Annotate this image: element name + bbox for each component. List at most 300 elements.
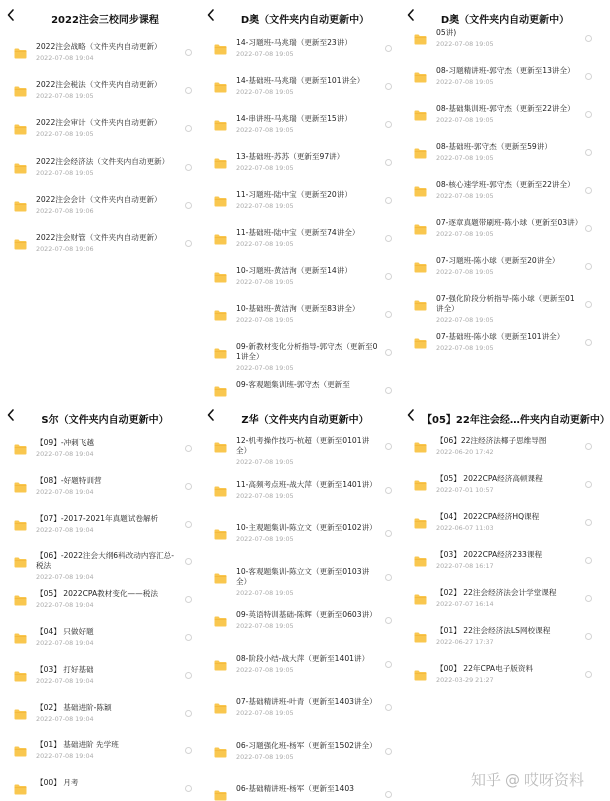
folder-list-item[interactable] xyxy=(400,436,600,457)
folder-list-item[interactable] xyxy=(200,114,400,135)
folder-meta xyxy=(436,294,580,325)
folder-name: 10-基础班-黄洁洵（更新至83讲全） xyxy=(236,304,360,313)
folder-name: 【05】 2022CPA教材变化——税法 xyxy=(36,589,158,599)
folder-meta xyxy=(36,514,180,535)
folder-icon xyxy=(414,300,427,311)
folder-list-item[interactable] xyxy=(200,190,400,211)
folder-icon xyxy=(214,120,227,131)
folder-list-item[interactable] xyxy=(0,665,200,686)
panel-d-ao-part1 xyxy=(200,0,400,400)
folder-date: 2022-07-08 19:06 xyxy=(36,245,94,253)
folder-list-item[interactable] xyxy=(200,228,400,249)
folder-date: 2022-07-08 19:05 xyxy=(236,709,294,717)
folder-name: 10-主观题集训-陈立文（更新至0102讲） xyxy=(236,523,377,532)
back-chevron-icon[interactable] xyxy=(406,408,420,426)
select-radio[interactable] xyxy=(185,202,192,209)
back-chevron-icon[interactable] xyxy=(206,8,220,26)
select-radio[interactable] xyxy=(185,483,192,490)
folder-name: 06-习题强化班-杨军（更新至1502讲全） xyxy=(236,740,377,750)
folder-list-item[interactable] xyxy=(400,512,600,533)
folder-icon xyxy=(14,124,27,135)
folder-list-item[interactable] xyxy=(200,304,400,325)
select-radio[interactable] xyxy=(185,596,192,603)
folder-date: 2022-07-08 16:17 xyxy=(436,562,494,570)
back-chevron-icon[interactable] xyxy=(206,408,220,426)
select-radio[interactable] xyxy=(385,197,392,204)
folder-meta xyxy=(236,152,380,173)
folder-name: 08-阶段小结-战大萍（更新至1401讲） xyxy=(236,653,370,663)
folder-date: 2022-07-08 19:05 xyxy=(436,230,494,238)
folder-title: 2022注会三校同步课程 xyxy=(51,14,159,26)
select-radio[interactable] xyxy=(585,557,592,564)
panel-header xyxy=(200,400,400,436)
folder-meta xyxy=(436,550,580,571)
folder-list-item[interactable] xyxy=(0,514,200,535)
select-radio[interactable] xyxy=(385,617,392,624)
folder-meta xyxy=(236,610,380,631)
folder-title: S尔（文件夹内自动更新中） xyxy=(41,414,169,426)
folder-date: 2022-07-08 19:05 xyxy=(236,126,294,134)
folder-list-item[interactable] xyxy=(200,380,400,397)
select-radio[interactable] xyxy=(585,187,592,194)
folder-meta xyxy=(436,104,580,125)
folder-icon xyxy=(414,338,427,349)
folder-name: 2022注会财管（文件夹内自动更新） xyxy=(36,233,162,242)
select-radio[interactable] xyxy=(385,530,392,537)
folder-list-item[interactable] xyxy=(200,76,400,97)
folder-list-item[interactable] xyxy=(0,703,200,724)
zhihu-watermark xyxy=(471,769,584,790)
folder-icon xyxy=(214,348,227,359)
folder-date: 2022-07-08 19:05 xyxy=(436,116,494,124)
folder-list-item[interactable] xyxy=(200,610,400,631)
folder-icon xyxy=(14,671,27,682)
folder-meta xyxy=(36,118,180,139)
folder-meta xyxy=(236,654,380,675)
folder-icon xyxy=(214,790,227,801)
folder-icon xyxy=(414,670,427,681)
folder-name: 09-新教材变化分析指导-郭守杰（更新至01讲全） xyxy=(236,342,378,361)
folder-meta xyxy=(236,190,380,211)
folder-meta xyxy=(36,42,180,63)
folder-list-item[interactable] xyxy=(0,778,200,795)
folder-icon xyxy=(214,573,227,584)
panel-header xyxy=(0,400,200,436)
folder-icon xyxy=(414,148,427,159)
folder-meta xyxy=(236,697,380,718)
select-radio[interactable] xyxy=(185,49,192,56)
folder-list-item[interactable] xyxy=(400,256,600,277)
folder-name: 08-核心速学班-郭守杰（更新至22讲全） xyxy=(436,180,575,189)
folder-meta xyxy=(436,512,580,533)
select-radio[interactable] xyxy=(585,35,592,42)
select-radio[interactable] xyxy=(185,672,192,679)
folder-meta xyxy=(236,114,380,135)
panel-header xyxy=(200,0,400,36)
folder-icon xyxy=(14,746,27,757)
folder-name: 14-基础班-马兆瑞（更新至101讲全） xyxy=(236,76,365,85)
watermark-brand: 知乎 xyxy=(470,771,501,789)
folder-list-item[interactable] xyxy=(0,157,200,178)
folder-name: 【00】 月考 xyxy=(36,778,79,788)
folder-icon xyxy=(214,529,227,540)
folder-meta xyxy=(236,741,380,762)
folder-icon xyxy=(414,34,427,45)
select-radio[interactable] xyxy=(385,387,392,394)
select-radio[interactable] xyxy=(385,311,392,318)
select-radio[interactable] xyxy=(385,704,392,711)
folder-meta xyxy=(236,380,380,390)
folder-meta xyxy=(236,567,380,598)
folder-meta xyxy=(436,218,583,239)
folder-list-item[interactable] xyxy=(400,588,600,609)
select-radio[interactable] xyxy=(585,481,592,488)
folder-list-item[interactable] xyxy=(200,480,400,501)
folder-date: 2022-07-08 19:04 xyxy=(36,54,94,62)
folder-list-item[interactable] xyxy=(0,118,200,139)
folder-date: 2022-07-08 19:05 xyxy=(36,130,94,139)
folder-list-item[interactable] xyxy=(200,523,400,544)
select-radio[interactable] xyxy=(585,149,592,156)
folder-name: 11-基础班-陆中宝（更新至74讲全） xyxy=(236,228,360,237)
folder-list-item[interactable] xyxy=(0,195,200,216)
select-radio[interactable] xyxy=(585,225,592,232)
folder-date: 2022-07-08 19:05 xyxy=(236,752,294,761)
folder-date: 2022-07-08 19:05 xyxy=(436,344,494,352)
folder-meta xyxy=(236,784,380,794)
panel-three-schools xyxy=(0,0,200,400)
folder-list-item[interactable] xyxy=(200,342,400,373)
folder-list-item[interactable] xyxy=(0,589,200,610)
folder-list-item[interactable] xyxy=(0,627,200,648)
back-chevron-icon[interactable] xyxy=(6,408,20,426)
folder-icon xyxy=(414,594,427,605)
folder-date: 2022-07-08 19:04 xyxy=(36,573,94,582)
folder-icon xyxy=(214,44,227,55)
folder-meta xyxy=(236,266,380,287)
folder-meta xyxy=(436,332,580,353)
folder-icon xyxy=(14,444,27,455)
folder-date: 2022-07-07 16:14 xyxy=(436,600,494,608)
select-radio[interactable] xyxy=(585,339,592,346)
folder-name: 2022注会战略（文件夹内自动更新） xyxy=(36,42,162,51)
select-radio[interactable] xyxy=(385,443,392,450)
folder-meta xyxy=(36,476,180,497)
folder-list-item[interactable] xyxy=(400,66,600,87)
select-radio[interactable] xyxy=(185,240,192,247)
folder-date: 2022-07-08 19:05 xyxy=(236,622,294,630)
folder-meta xyxy=(236,342,380,373)
select-radio[interactable] xyxy=(385,159,392,166)
folder-meta xyxy=(236,436,380,467)
folder-meta xyxy=(236,38,380,59)
folder-date: 2022-07-08 19:05 xyxy=(436,268,494,276)
select-radio[interactable] xyxy=(185,710,192,717)
folder-name: 【06】22注经济法椰子思维导图 xyxy=(436,436,547,445)
folder-name: 【03】 打好基础 xyxy=(36,664,94,674)
folder-date: 2022-07-08 19:04 xyxy=(36,714,94,723)
folder-icon xyxy=(14,557,27,568)
folder-title: 【05】22年注会经…件夹内自动更新中） xyxy=(422,414,610,426)
folder-title: D奥（文件夹内自动更新中） xyxy=(440,14,570,26)
folder-icon xyxy=(414,110,427,121)
folder-icon xyxy=(14,163,27,174)
select-radio[interactable] xyxy=(585,111,592,118)
folder-icon xyxy=(14,86,27,97)
panel-economic-law xyxy=(400,400,610,800)
folder-name: 【02】 22注会经济法会计学堂课程 xyxy=(436,588,557,597)
folder-list-item[interactable] xyxy=(0,42,200,63)
folder-icon xyxy=(214,660,227,671)
folder-date: 2022-07-08 19:05 xyxy=(36,168,94,177)
folder-date: 2022-07-08 19:06 xyxy=(36,206,94,215)
folder-list-item[interactable] xyxy=(0,476,200,497)
folder-date: 2022-07-08 19:05 xyxy=(436,40,494,48)
folder-name: 11-高频考点班-战大萍（更新至1401讲） xyxy=(236,479,377,489)
folder-meta xyxy=(436,474,580,495)
folder-meta xyxy=(36,157,180,178)
folder-icon xyxy=(414,186,427,197)
folder-date: 2022-07-08 19:05 xyxy=(236,458,294,466)
select-radio[interactable] xyxy=(585,73,592,80)
folder-meta xyxy=(436,28,580,49)
folder-meta xyxy=(36,195,180,216)
select-radio[interactable] xyxy=(385,83,392,90)
select-radio[interactable] xyxy=(585,633,592,640)
select-radio[interactable] xyxy=(385,235,392,242)
folder-date: 2022-07-08 19:04 xyxy=(36,525,94,534)
folder-icon xyxy=(214,747,227,758)
folder-name: 【08】-好题特训营 xyxy=(36,475,102,485)
folder-list-item[interactable] xyxy=(200,654,400,675)
folder-date: 2022-07-08 19:05 xyxy=(436,316,494,324)
folder-name: 【03】 2022CPA经济233课程 xyxy=(436,550,543,559)
folder-icon xyxy=(214,442,227,453)
panel-s-er xyxy=(0,400,200,800)
folder-list-item[interactable] xyxy=(400,474,600,495)
folder-list-item[interactable] xyxy=(200,741,400,762)
folder-name: 【05】 2022CPA经济高顿课程 xyxy=(436,474,543,483)
back-chevron-icon[interactable] xyxy=(6,8,20,26)
folder-date: 2022-07-08 19:05 xyxy=(236,665,294,674)
select-radio[interactable] xyxy=(185,634,192,641)
folder-name: 14-串讲班-马兆瑞（更新至15讲） xyxy=(236,114,352,123)
folder-list-item[interactable] xyxy=(200,152,400,173)
folder-list-item[interactable] xyxy=(400,626,600,647)
folder-name: 13-基础班-苏苏（更新至97讲） xyxy=(236,152,345,161)
select-radio[interactable] xyxy=(385,748,392,755)
folder-icon xyxy=(14,239,27,250)
folder-date: 2022-07-08 19:04 xyxy=(36,487,94,496)
select-radio[interactable] xyxy=(585,519,592,526)
folder-icon xyxy=(14,520,27,531)
folder-name: 10-习题班-黄洁洵（更新至14讲） xyxy=(236,266,352,275)
select-radio[interactable] xyxy=(385,487,392,494)
folder-icon xyxy=(414,480,427,491)
folder-icon xyxy=(214,386,227,397)
folder-list-item[interactable] xyxy=(200,38,400,59)
folder-icon xyxy=(14,48,27,59)
select-radio[interactable] xyxy=(185,445,192,452)
select-radio[interactable] xyxy=(385,574,392,581)
folder-date: 2022-07-08 19:04 xyxy=(36,752,94,761)
folder-name: 07-习题班-陈小球（更新至20讲全） xyxy=(436,256,560,265)
folder-date: 2022-07-08 19:05 xyxy=(236,50,294,58)
folder-icon xyxy=(214,703,227,714)
folder-meta xyxy=(236,228,380,249)
folder-meta xyxy=(436,436,580,457)
folder-title: Z华（文件夹内自动更新中） xyxy=(241,414,369,426)
folder-list-item[interactable] xyxy=(0,80,200,101)
back-chevron-icon[interactable] xyxy=(406,8,420,26)
folder-date: 2022-06-27 17:37 xyxy=(436,638,494,646)
select-radio[interactable] xyxy=(185,125,192,132)
folder-icon xyxy=(14,784,27,795)
folder-name: 【09】-冲刺飞越 xyxy=(36,438,94,447)
panel-header xyxy=(400,400,610,436)
select-radio[interactable] xyxy=(185,521,192,528)
folder-list-item[interactable] xyxy=(400,104,600,125)
folder-list-item[interactable] xyxy=(0,438,200,459)
folder-list-item[interactable] xyxy=(0,233,200,254)
watermark-at: @ xyxy=(504,770,520,789)
select-radio[interactable] xyxy=(385,791,392,798)
select-radio[interactable] xyxy=(385,45,392,52)
folder-name: 【02】 基础进阶-陈颖 xyxy=(36,702,112,712)
folder-meta xyxy=(236,523,380,544)
folder-name: 2022注会税法（文件夹内自动更新） xyxy=(36,80,162,90)
folder-name: 12-机考操作技巧-杭超（更新至0101讲全） xyxy=(236,436,370,455)
select-radio[interactable] xyxy=(585,671,592,678)
folder-icon xyxy=(14,201,27,212)
folder-date: 2022-06-20 17:42 xyxy=(436,448,494,456)
panel-z-hua xyxy=(200,400,400,800)
folder-name: 2022注会会计（文件夹内自动更新） xyxy=(36,194,162,204)
folder-meta xyxy=(436,664,580,685)
folder-icon xyxy=(14,595,27,606)
folder-date: 2022-07-01 10:57 xyxy=(436,486,494,494)
folder-date: 2022-07-08 19:05 xyxy=(236,316,294,324)
watermark-author: 哎呀资料 xyxy=(523,771,584,789)
folder-icon xyxy=(414,518,427,529)
select-radio[interactable] xyxy=(585,301,592,308)
select-radio[interactable] xyxy=(185,164,192,171)
folder-icon xyxy=(214,272,227,283)
folder-date: 2022-07-08 19:04 xyxy=(36,601,94,610)
folder-icon xyxy=(214,486,227,497)
folder-icon xyxy=(414,556,427,567)
folder-icon xyxy=(14,709,27,720)
folder-name: 【04】 只做好题 xyxy=(36,627,94,636)
panel-header xyxy=(0,0,200,36)
folder-date: 2022-07-08 19:05 xyxy=(236,364,294,372)
folder-title: D奥（文件夹内自动更新中） xyxy=(240,14,370,26)
folder-icon xyxy=(414,72,427,83)
select-radio[interactable] xyxy=(185,558,192,565)
folder-list-item[interactable] xyxy=(0,740,200,761)
folder-date: 2022-07-08 19:05 xyxy=(236,278,294,286)
select-radio[interactable] xyxy=(385,661,392,668)
folder-date: 2022-07-08 19:05 xyxy=(236,202,294,210)
folder-list-item[interactable] xyxy=(200,567,400,598)
select-radio[interactable] xyxy=(185,747,192,754)
folder-icon xyxy=(214,616,227,627)
folder-name: 08-基础集训班-郭守杰（更新至22讲全） xyxy=(436,104,575,113)
folder-icon xyxy=(414,442,427,453)
folder-date: 2022-07-08 19:05 xyxy=(436,192,494,200)
folder-list-item[interactable] xyxy=(200,436,400,467)
select-radio[interactable] xyxy=(585,443,592,450)
folder-name: 06-基础精讲班-杨军（更新至1403 xyxy=(236,784,354,793)
folder-name: 【00】 22年CPA电子版资料 xyxy=(436,664,534,673)
folder-list-item[interactable] xyxy=(400,550,600,571)
select-radio[interactable] xyxy=(185,87,192,94)
folder-meta xyxy=(436,626,580,647)
folder-icon xyxy=(14,482,27,493)
folder-date: 2022-03-29 21:27 xyxy=(436,676,494,684)
folder-name: 09-客观题集训班-郭守杰（更新至 xyxy=(236,380,350,389)
folder-date: 2022-07-08 19:05 xyxy=(236,535,294,543)
folder-date: 2022-07-08 19:04 xyxy=(36,639,94,647)
folder-meta xyxy=(436,180,580,201)
folder-meta xyxy=(36,438,180,459)
folder-list-item[interactable] xyxy=(400,664,600,685)
folder-date: 2022-07-08 19:05 xyxy=(236,164,294,172)
select-radio[interactable] xyxy=(585,595,592,602)
folder-meta xyxy=(236,304,380,325)
folder-list-item[interactable] xyxy=(400,294,600,325)
folder-name: 07-强化阶段分析指导-陈小球（更新至01讲全） xyxy=(436,294,575,313)
folder-icon xyxy=(214,158,227,169)
folder-icon xyxy=(414,224,427,235)
folder-list-item[interactable] xyxy=(200,266,400,287)
folder-date: 2022-07-08 19:05 xyxy=(236,491,294,500)
folder-name: 14-习题班-马兆瑞（更新至23讲） xyxy=(236,38,352,47)
folder-name: 【01】 22注会经济法LS网校课程 xyxy=(436,626,551,635)
folder-list-item[interactable] xyxy=(0,551,200,582)
select-radio[interactable] xyxy=(585,263,592,270)
folder-name: 05讲) xyxy=(436,28,457,37)
folder-name: 07-逐章真题带刷班-陈小球（更新至03讲） xyxy=(436,218,583,227)
folder-meta xyxy=(36,665,180,686)
folder-list-item[interactable] xyxy=(400,218,600,239)
select-radio[interactable] xyxy=(385,273,392,280)
folder-date: 2022-07-08 19:05 xyxy=(436,78,494,86)
folder-name: 11-习题班-陆中宝（更新至20讲） xyxy=(236,190,352,199)
folder-meta xyxy=(36,627,180,648)
folder-meta xyxy=(36,551,180,582)
select-radio[interactable] xyxy=(185,785,192,792)
folder-list-item[interactable] xyxy=(400,332,600,353)
folder-list-item[interactable] xyxy=(200,784,400,801)
folder-meta xyxy=(436,256,580,277)
folder-date: 2022-07-08 19:05 xyxy=(236,588,294,597)
folder-icon xyxy=(414,262,427,273)
folder-date: 2022-07-08 19:04 xyxy=(36,676,94,685)
folder-date: 2022-06-07 11:03 xyxy=(436,524,494,532)
folder-name: 08-习题精讲班-郭守杰（更新至13讲全） xyxy=(436,66,575,75)
folder-date: 2022-07-08 19:05 xyxy=(236,240,294,248)
folder-list-item[interactable] xyxy=(400,28,600,49)
folder-meta xyxy=(436,142,580,163)
folder-meta xyxy=(236,76,380,97)
folder-icon xyxy=(214,310,227,321)
select-radio[interactable] xyxy=(385,121,392,128)
select-radio[interactable] xyxy=(385,349,392,356)
folder-list-item[interactable] xyxy=(200,697,400,718)
folder-list-item[interactable] xyxy=(400,180,600,201)
folder-list-item[interactable] xyxy=(400,142,600,163)
